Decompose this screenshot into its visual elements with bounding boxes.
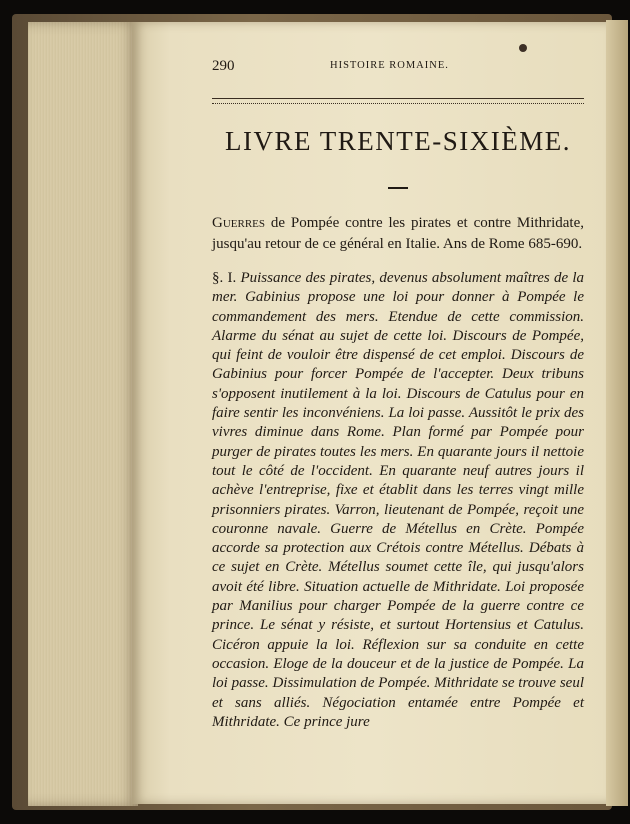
summary-lead: Guerres <box>212 215 266 231</box>
section-mark: §. I. <box>212 270 241 286</box>
facing-page-edge <box>606 20 628 806</box>
page-number: 290 <box>212 58 235 74</box>
book-title: LIVRE TRENTE-SIXIÈME. <box>225 126 571 156</box>
running-head <box>212 58 584 80</box>
ink-spot <box>519 44 527 52</box>
header-rule <box>212 98 584 104</box>
section-paragraph <box>212 269 584 732</box>
summary-text: de Pompée contre les pirates et contre Mithridate, jusqu'au retour de ce général en Italie. Ans de Rome 685-690. <box>212 215 584 252</box>
title-dash <box>388 187 408 189</box>
chapter-summary <box>212 213 584 255</box>
section-text: Puissance des pirates, devenus absolument maîtres de la mer. Gabinius propose une loi pour donner à Pompée le commandement des mers. Etendue de cette commission. Alarme du sénat au sujet de cette loi. Discours de Pompée, qui feint de vouloir être dispensé de cet emploi. Discours de Gabinius pour forcer Pompée de l'accepter. Deux tribuns s'opposent inutilement à la loi. Discours de Catulus pour en faire sentir les inconvéniens. La loi passe. Aussitôt le prix des vivres diminue dans Rome. Plan formé par Pompée pour purger de pirates toutes les mers. En quarante jours il nettoie tout le côté de l'occident. En quarante neuf autres jours il achève l'entreprise, fixe et établit dans les terres vingt mille prisonniers pirates. Varron, lieutenant de Pompée, reçoit une couronne navale. Guerre de Métellus en Crète. Pompée accorde sa protection aux Crétois contre Métellus. Débats à ce sujet en Crète. Métellus soumet cette île, qui jusqu'alors avoit été libre. Situation actuelle de Mithridate. Loi proposée par Manilius pour charger Pompée de la guerre contre ce prince. Le sénat y résiste, et surtout Hortensius et Catulus. Cicéron appuie la loi. Réflexion sur sa conduite en cette occasion. Eloge de la douceur et de la justice de Pompée. La loi passe. Dissimulation de Pompée. Mithridate se trouve seul et sans alliés. Négociation entamée entre Pompée et Mithridate. Ce prince jure <box>212 270 584 730</box>
page-text <box>212 58 584 732</box>
page-stack-edge <box>28 22 138 806</box>
running-title: HISTOIRE ROMAINE. <box>330 60 449 71</box>
